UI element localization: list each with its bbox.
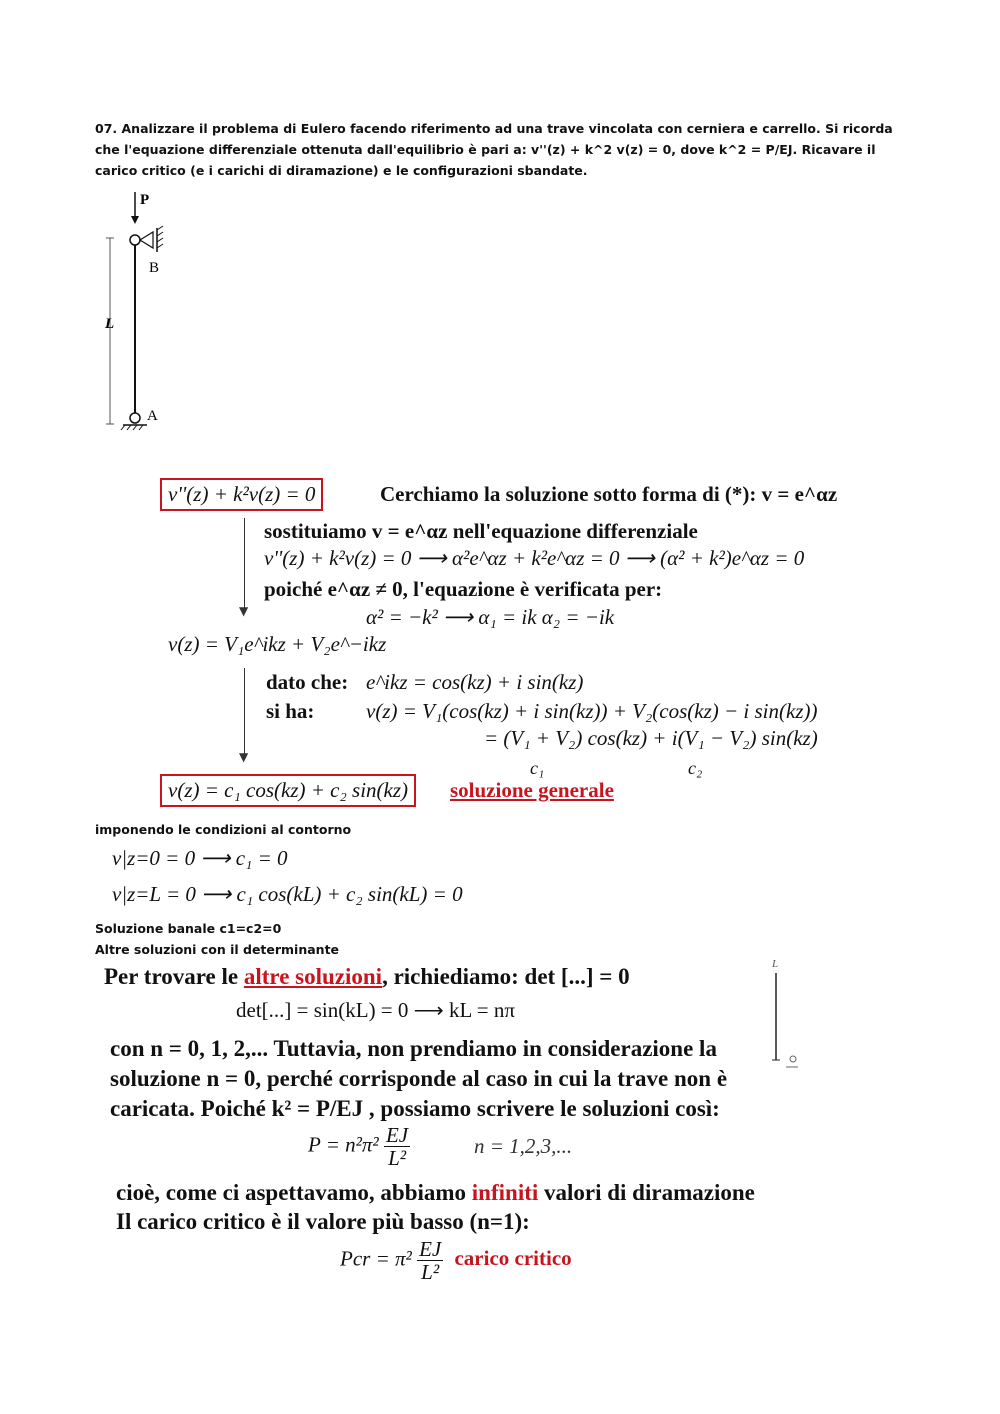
since-line: poiché e^αz ≠ 0, l'equazione è verificata per: <box>264 577 663 601</box>
c2-label: c₂ <box>688 758 703 778</box>
critical-load-formula: Pcr = π² $\frac{EJ}{\text{L²}}$ carico critico <box>340 1237 572 1285</box>
trivial-solution: Soluzione banale c1=c2=0 <box>95 921 282 936</box>
node-a-label: A <box>147 408 158 424</box>
euler-formula: e^ikz = cos(kz) + i sin(kz) <box>366 670 584 694</box>
beam-diagram <box>95 188 185 438</box>
small-beam-sketch <box>766 955 806 1075</box>
determinant-equation: det[...] = sin(kL) = 0 ⟶ kL = nπ <box>236 998 515 1022</box>
substituted-equation: v''(z) + k²v(z) = 0 ⟶ α²e^αz + k²e^αz = 0 ⟶ (α² + k²)e^αz = 0 <box>264 546 805 570</box>
boxed-differential-equation: v''(z) + k²v(z) = 0 <box>160 478 323 511</box>
other-solutions-intro: Altre soluzioni con il determinante <box>95 942 340 957</box>
arrow-head-1: ▼ <box>239 604 249 618</box>
boxed-general-solution: v(z) = c₁ cos(kz) + c₂ sin(kz) <box>160 774 416 807</box>
alpha-roots: α² = −k² ⟶ α₁ = ik α₂ = −ik <box>366 605 615 629</box>
solutions-paragraph: con n = 0, 1, 2,... Tuttavia, non prendiamo in considerazione la soluzione n = 0, perché corrisponde al caso in cui la trave non è caricata. Poiché k² = P/EJ , possiamo scrivere le soluzioni così: <box>110 1036 728 1121</box>
infinite-values-line: cioè, come ci aspettavamo, abbiamo infiniti valori di diramazione <box>116 1180 755 1205</box>
complex-solution: v(z) = V₁e^ikz + V₂e^−ikz <box>168 632 387 656</box>
small-sketch-length-label: L <box>772 958 779 970</box>
boundary-condition-1: v|z=0 = 0 ⟶ c₁ = 0 <box>112 846 288 870</box>
n-values: n = 1,2,3,... <box>474 1134 573 1158</box>
general-solution-label: soluzione generale <box>450 778 614 802</box>
boundary-condition-2: v|z=L = 0 ⟶ c₁ cos(kL) + c₂ sin(kL) = 0 <box>112 882 463 906</box>
node-b-label: B <box>149 260 160 276</box>
question-text: 07. Analizzare il problema di Eulero facendo riferimento ad una trave vincolata con cerniera e carrello. Si ricorda che l'equazione differenziale ottenuta dall'equilibrio è pari a: v''(z) + k^2 v(z) = 0, dove k^2 = P/EJ. Ricavare il carico critico (e i carichi di diramazione) e le configurazioni sbandate. <box>95 121 893 178</box>
given-label: dato che: <box>266 670 349 694</box>
critical-load-line: Il carico critico è il valore più basso (n=1): <box>116 1209 530 1234</box>
c1-label: c₁ <box>530 758 545 778</box>
flow-arrow-2 <box>244 668 245 756</box>
length-label: L <box>105 316 115 332</box>
search-form-line: Cerchiamo la soluzione sotto forma di (*): v = e^αz <box>380 482 838 506</box>
arrow-head-2: ▼ <box>239 750 249 764</box>
expansion-line-1: v(z) = V₁(cos(kz) + i sin(kz)) + V₂(cos(kz) − i sin(kz)) <box>366 699 818 723</box>
flow-arrow-1 <box>244 518 245 610</box>
has-label: si ha: <box>266 699 315 723</box>
determinant-heading: Per trovare le altre soluzioni, richiediamo: det [...] = 0 <box>104 964 630 989</box>
substitute-line: sostituiamo v = e^αz nell'equazione differenziale <box>264 519 698 543</box>
boundary-intro: imponendo le condizioni al contorno <box>95 822 352 837</box>
load-formula: P = n²π² $\frac{EJ}{\text{L²}}$ <box>308 1123 409 1171</box>
expansion-line-2: = (V₁ + V₂) cos(kz) + i(V₁ − V₂) sin(kz) <box>484 726 818 750</box>
load-label: P <box>140 192 150 208</box>
